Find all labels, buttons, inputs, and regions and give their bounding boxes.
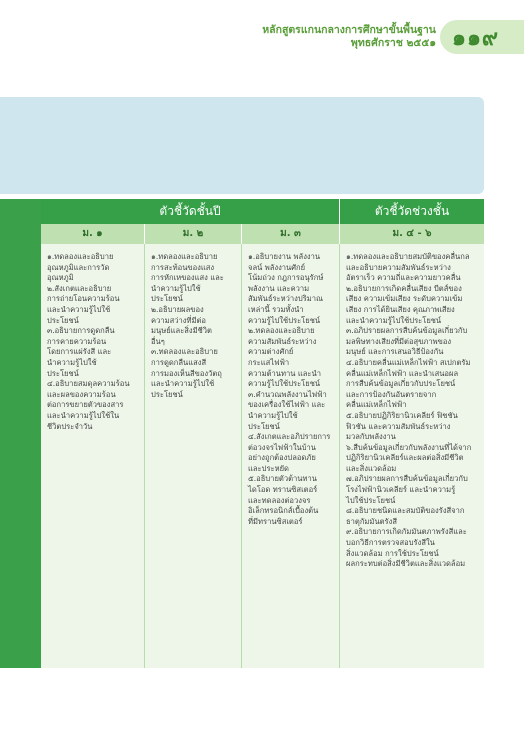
column-m2 (145, 244, 242, 668)
indicator-item: ๒.สังเกตและอธิบาย การถ่ายโอนความร้อน และนำความรู้ไปใช้ ประโยชน์ (47, 283, 120, 325)
grade-indicators-header: ตัวชี้วัดชั้นปี (41, 199, 340, 224)
indicator-item: ๔.อธิบายสมดุลความร้อน และผลของความร้อน ต่อการขยายตัวของสาร และนำความรู้ไปใช้ใน ชีวิตประจำวัน (47, 379, 130, 431)
indicator-item: ๖.สืบค้นข้อมูลเกี่ยวกับพลังงานที่ได้จาก ปฏิกิริยานิวเคลียร์และผลต่อสิ่งมีชีวิต และสิ่งแวดล้อม (346, 442, 472, 473)
indicator-item: ๑.อธิบายงาน พลังงาน จลน์ พลังงานศักย์ โน้มถ่วง กฎการอนุรักษ์ พลังงาน และความ สัมพันธ์ระหว่างปริมาณ เหล่านี้ รวมทั้งนำ ความรู้ไปใช้ประโยชน์ (248, 252, 324, 325)
indicator-item: ๓.ทดลองและอธิบาย การดูดกลืนแสงสี การมองเห็นสีของวัตถุ และนำความรู้ไปใช้ ประโยชน์ (151, 347, 222, 399)
indicator-item: ๘.อธิบายชนิดและสมบัติของรังสีจาก ธาตุกัมมันตรังสี (346, 506, 465, 526)
indicator-item: ๓.อภิปรายผลการสืบค้นข้อมูลเกี่ยวกับ มลพิษทางเสียงที่มีต่อสุขภาพของ มนุษย์ และการเสนอวิธีป้องกัน (346, 326, 468, 357)
column-m4-6 (340, 244, 484, 668)
indicator-item: ๙.อธิบายการเกิดกัมมันตภาพรังสีและ บอกวิธีการตรวจสอบรังสีใน สิ่งแวดล้อม การใช้ประโยชน์ ผลกระทบต่อสิ่งมีชีวิตและสิ่งแวดล้อม (346, 527, 467, 569)
curriculum-title: หลักสูตรแกนกลางการศึกษาขั้นพื้นฐาน (262, 24, 436, 36)
range-indicators-header: ตัวชี้วัดช่วงชั้น (374, 204, 450, 218)
indicator-item: ๒.ทดลองและอธิบาย ความสัมพันธ์ระหว่าง ความต่างศักย์ กระแสไฟฟ้า ความต้านทาน และนำ ความรู้ไปใช้ประโยชน์ (248, 326, 321, 389)
blank-info-box (0, 97, 484, 194)
curriculum-year: พุทธศักราช ๒๕๕๑ (350, 37, 436, 49)
indicator-item: ๓.คำนวณพลังงานไฟฟ้า ของเครื่องใช้ไฟฟ้า และ นำความรู้ไปใช้ ประโยชน์ (248, 389, 327, 431)
indicator-item: ๒.อธิบายผลของ ความสว่างที่มีต่อ มนุษย์และสิ่งมีชีวิต อื่นๆ (151, 304, 212, 346)
column-header-m1: ม. ๑ (41, 224, 145, 244)
indicator-item: ๔.อธิบายคลื่นแม่เหล็กไฟฟ้า สเปกตรัม คลื่นแม่เหล็กไฟฟ้า และนำเสนอผล การสืบค้นข้อมูลเกี่ยวกับประโยชน์ และการป้องกันอันตรายจาก คลื่นแม่เหล็กไฟฟ้า (346, 357, 471, 410)
indicator-item: ๗.อภิปรายผลการสืบค้นข้อมูลเกี่ยวกับ โรงไฟฟ้านิวเคลียร์ และนำความรู้ ไปใช้ประโยชน์ (346, 474, 468, 505)
column-m3 (242, 244, 340, 668)
indicator-item: ๕.อธิบายตัวต้านทาน ไดโอด ทรานซิสเตอร์ และทดลองต่อวงจร อิเล็กทรอนิกส์เบื้องต้น ที่มีทรานซิสเตอร์ (248, 474, 319, 526)
indicator-item: ๑.ทดลองและอธิบาย การสะท้อนของแสง การหักเหของแสง และ นำความรู้ไปใช้ ประโยชน์ (151, 252, 224, 304)
indicator-item: ๑.ทดลองและอธิบายสมบัติของคลื่นกล และอธิบายความสัมพันธ์ระหว่าง อัตราเร็ว ความถี่และความยาวคลื่น (346, 252, 470, 283)
indicator-item: ๔.สังเกตและอภิปรายการ ต่อวงจรไฟฟ้าในบ้าน อย่างถูกต้องปลอดภัย และประหยัด (248, 432, 331, 473)
indicator-item: ๕.อธิบายปฏิกิริยานิวเคลียร์ ฟิชชัน ฟิวชัน และความสัมพันธ์ระหว่าง มวลกับพลังงาน (346, 410, 458, 442)
column-header-m2: ม. ๒ (145, 224, 242, 244)
column-headers (41, 224, 484, 244)
indicator-item: ๓.อธิบายการดูดกลืน การคายความร้อน โดยการแผ่รังสี และ นำความรู้ไปใช้ ประโยชน์ (47, 326, 115, 378)
indicator-item: ๑.ทดลองและอธิบาย อุณหภูมิและการวัด อุณหภูมิ (47, 252, 114, 283)
table-group-header (41, 199, 484, 224)
green-side-bar (0, 199, 41, 668)
column-header-m4-6: ม. ๔ - ๖ (340, 224, 484, 244)
column-header-m3: ม. ๓ (242, 224, 340, 244)
indicator-item: ๒.อธิบายการเกิดคลื่นเสียง บีตส์ของ เสียง ความเข้มเสียง ระดับความเข้ม เสียง การได้ยินเสียง คุณภาพเสียง และนำความรู้ไปใช้ประโยชน์ (346, 283, 463, 325)
page-number: ๑๑๙ (440, 20, 524, 54)
column-m1 (41, 244, 145, 668)
book-header (262, 24, 436, 50)
indicator-table (41, 199, 484, 668)
